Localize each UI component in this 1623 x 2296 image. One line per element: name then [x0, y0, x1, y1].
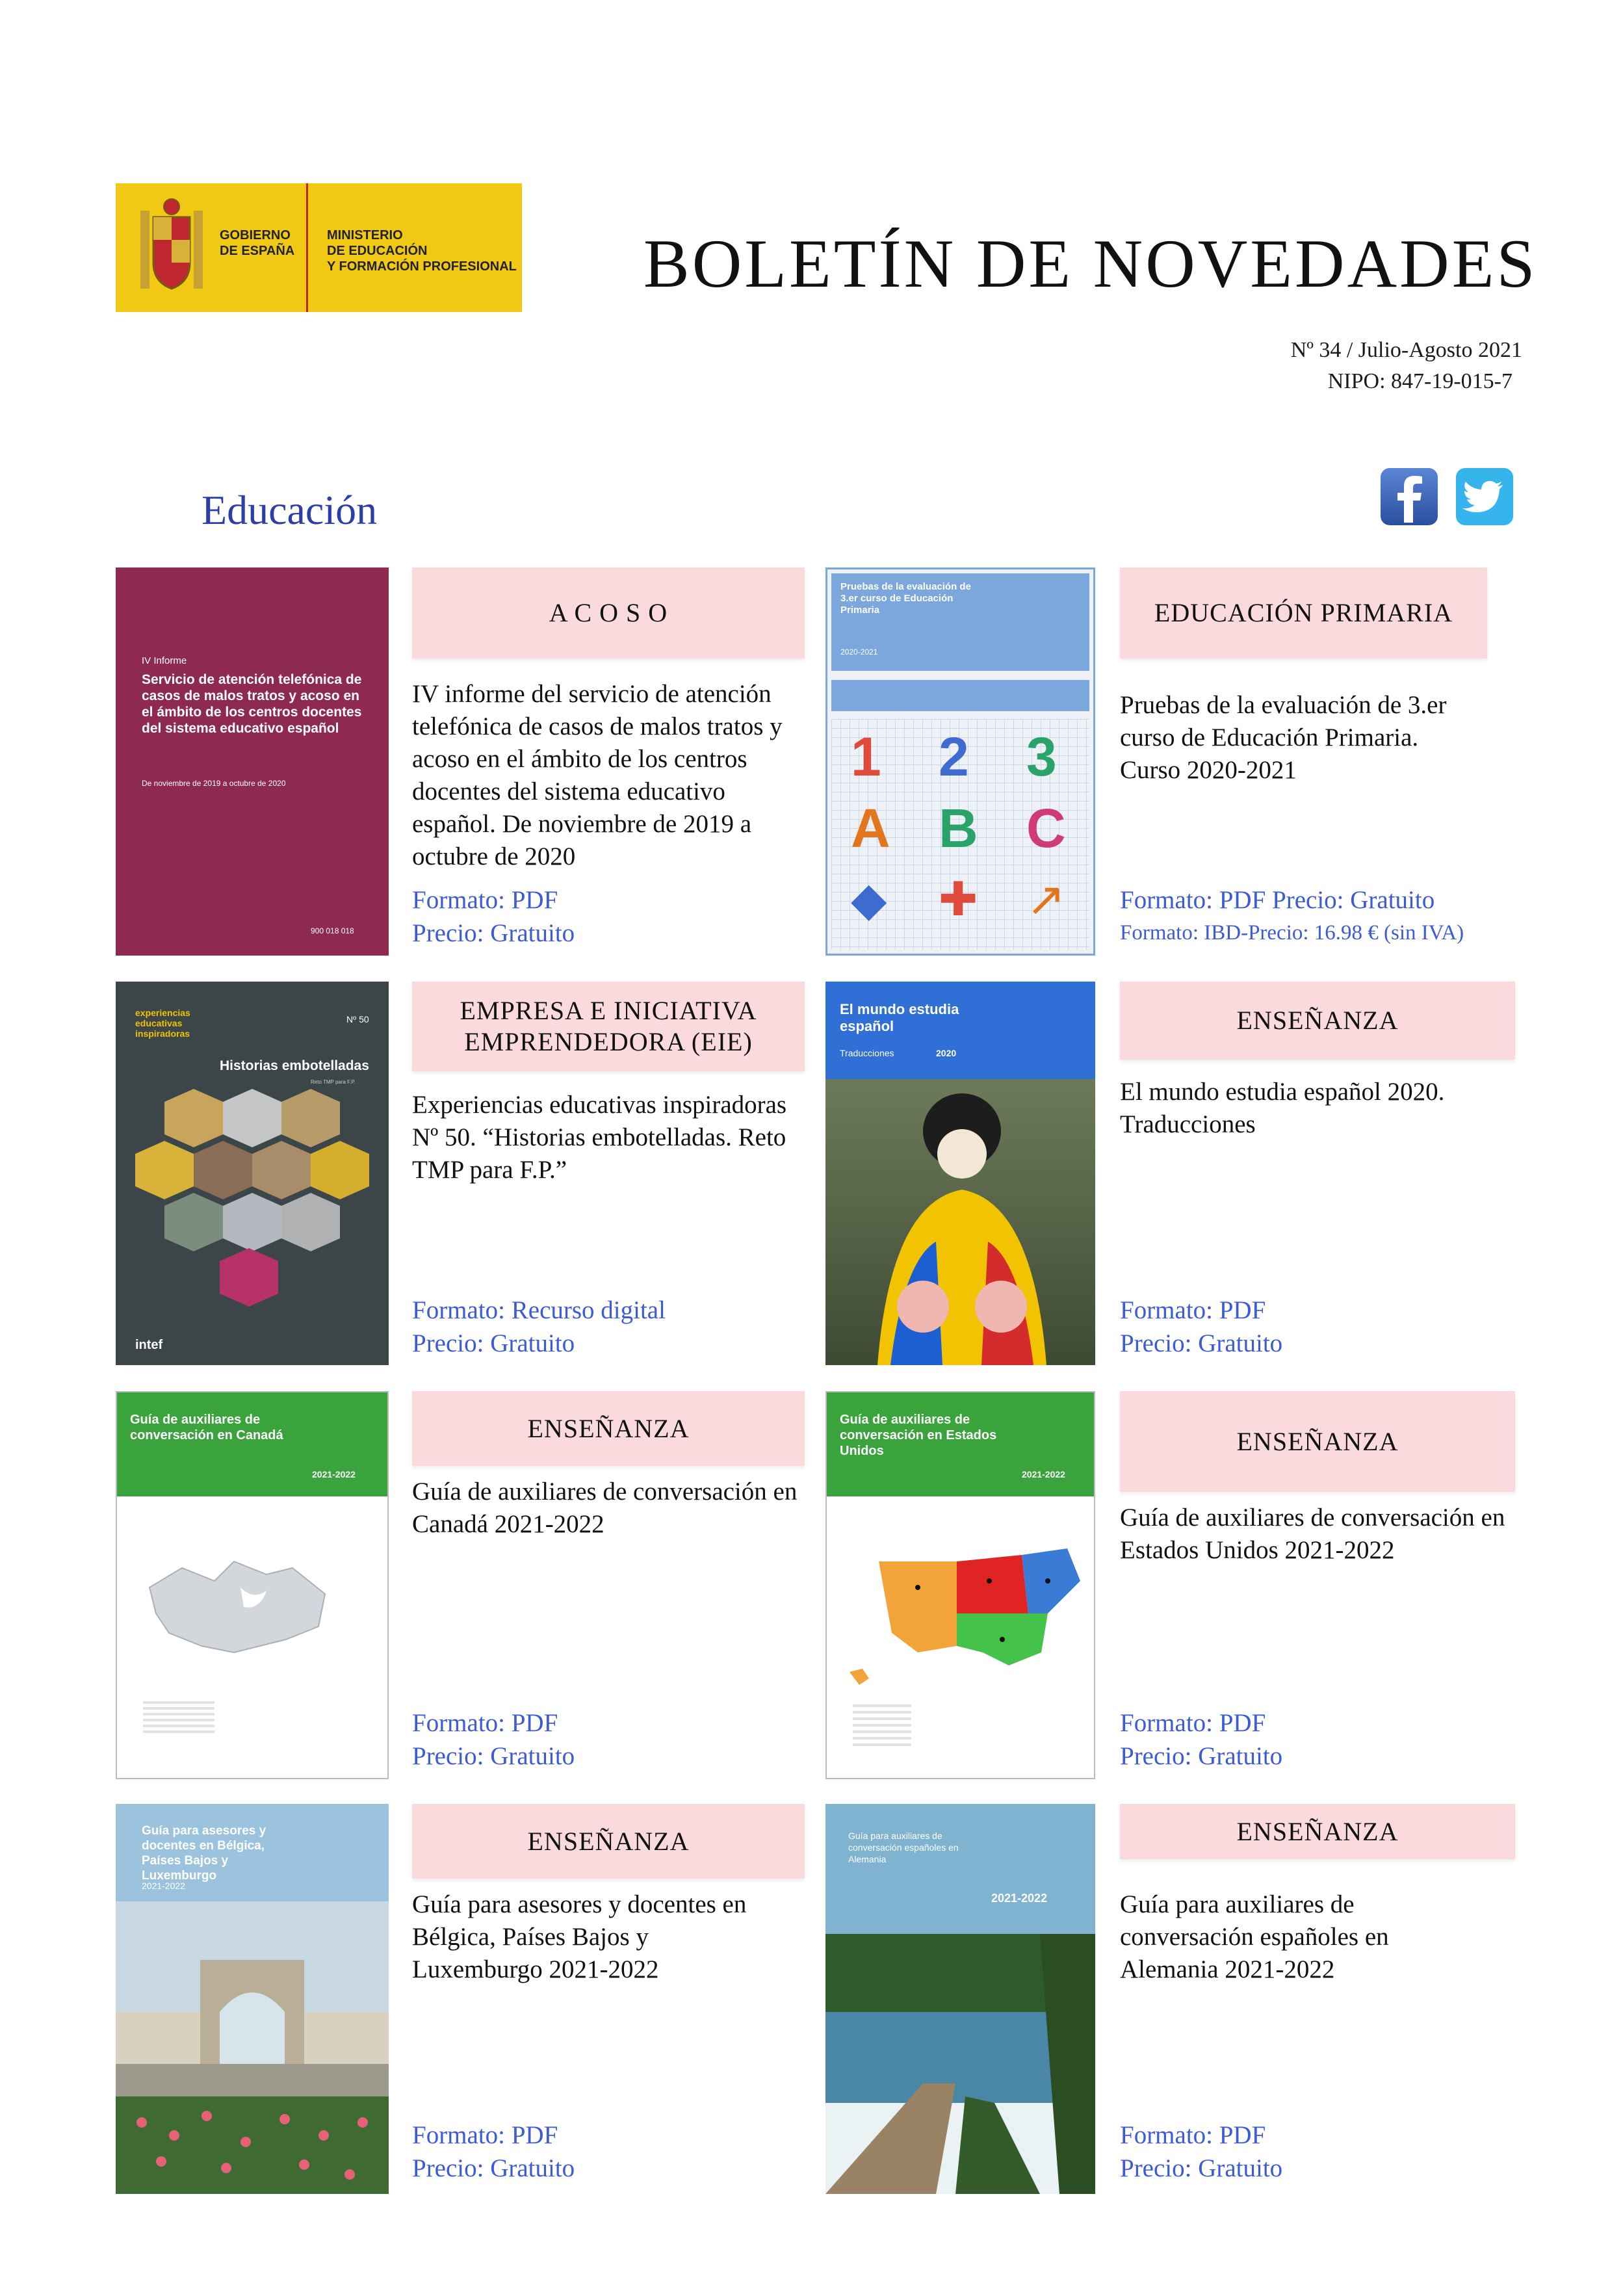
- cover-belgica[interactable]: [116, 1804, 389, 2194]
- category-label: ENSEÑANZA: [412, 1391, 805, 1466]
- category-label: ENSEÑANZA: [1120, 1391, 1515, 1492]
- canada-map-icon: [143, 1548, 338, 1678]
- map-legend: [853, 1704, 911, 1750]
- item-format[interactable]: Formato: PDF: [1120, 1296, 1266, 1324]
- section-title: Educación: [201, 487, 378, 533]
- cover-mundo[interactable]: [825, 982, 1095, 1365]
- cover-title: Guía para auxiliares de conversación españoles en Alemania: [848, 1831, 959, 1864]
- glyph: B: [939, 798, 978, 859]
- item-price[interactable]: Precio: Gratuito: [412, 2154, 575, 2182]
- cover-title: Guía de auxiliares de conversación en Estados Unidos: [840, 1413, 997, 1458]
- item-description: Guía para auxiliares de conversación españoles en Alemania 2021-2022: [1120, 1890, 1389, 1983]
- facebook-icon[interactable]: [1379, 467, 1439, 527]
- cover-year: 2020: [936, 1048, 957, 1058]
- cover-kicker: IV Informe: [142, 655, 187, 666]
- item-format[interactable]: Formato: PDF: [412, 886, 558, 914]
- cover-brand: intef: [135, 1338, 163, 1352]
- cover-canada[interactable]: [116, 1391, 389, 1779]
- cover-year: 2021-2022: [991, 1892, 1048, 1905]
- logo-text-government: GOBIERNO DE ESPAÑA: [220, 228, 295, 258]
- cover-year: 2021-2022: [1022, 1469, 1065, 1480]
- item-description: Guía de auxiliares de conversación en Canadá 2021-2022: [412, 1478, 798, 1538]
- category-label: EMPRESA E INICIATIVA EMPRENDEDORA (EIE): [412, 982, 805, 1071]
- cover-phone: 900 018 018: [311, 926, 354, 935]
- item-price[interactable]: Precio: Gratuito: [412, 1742, 575, 1770]
- hawaii-map-icon: [846, 1665, 885, 1691]
- cover-statue: [851, 1092, 1072, 1365]
- item-format[interactable]: Formato: Recurso digital: [412, 1296, 666, 1324]
- glyph: A: [851, 798, 890, 859]
- issue-number: Nº 34 / Julio-Agosto 2021: [1290, 338, 1522, 362]
- cover-title: El mundo estudia español: [840, 1001, 959, 1034]
- item-description: El mundo estudia español 2020. Traducciones: [1120, 1078, 1445, 1138]
- cover-title: Guía para asesores y docentes en Bélgica, Países Bajos y Luxemburgo: [142, 1824, 266, 1883]
- glyph: 2: [939, 726, 969, 787]
- government-logo: [116, 183, 522, 312]
- item-format[interactable]: Formato: PDF: [1120, 2121, 1266, 2149]
- cover-eie[interactable]: [116, 982, 389, 1365]
- category-label: ENSEÑANZA: [1120, 982, 1515, 1060]
- glyph: 1: [851, 726, 881, 787]
- item-price[interactable]: Precio: Gratuito: [1120, 1329, 1283, 1357]
- cover-dates: De noviembre de 2019 a octubre de 2020: [142, 779, 286, 788]
- glyph: ✚: [939, 874, 978, 926]
- glyph: ◆: [851, 874, 887, 926]
- glyph: ↗: [1026, 874, 1066, 926]
- cover-subtitle: Reto TMP para F.P.: [311, 1079, 356, 1085]
- category-label: A C O S O: [412, 567, 805, 659]
- item-price[interactable]: Formato: IBD-Precio: 16.98 € (sin IVA): [1120, 921, 1464, 945]
- cover-title: Guía de auxiliares de conversación en Canadá: [130, 1413, 283, 1442]
- item-description: Experiencias educativas inspiradoras Nº 50. “Historias embotelladas. Reto TMP para F.P.”: [412, 1091, 787, 1184]
- item-price[interactable]: Precio: Gratuito: [1120, 2154, 1283, 2182]
- cover-subtitle: Traducciones: [840, 1048, 894, 1058]
- item-price[interactable]: Precio: Gratuito: [412, 1329, 575, 1357]
- glyph: C: [1026, 798, 1066, 859]
- cover-header: [117, 1392, 387, 1496]
- page-title: BOLETÍN DE NOVEDADES: [643, 226, 1538, 302]
- item-description: Guía de auxiliares de conversación en Estados Unidos 2021-2022: [1120, 1504, 1505, 1564]
- cover-grid: [831, 719, 1089, 950]
- map-legend: [143, 1701, 214, 1734]
- item-format[interactable]: Formato: PDF Precio: Gratuito: [1120, 886, 1435, 914]
- item-description: IV informe del servicio de atención telefónica de casos de malos tratos y acoso en el ámbito de los centros docentes del sistema educativo español. De noviembre de 2019 a octubre de 2020: [412, 680, 783, 870]
- glyph: 3: [1026, 726, 1057, 787]
- item-format[interactable]: Formato: PDF: [1120, 1709, 1266, 1737]
- cover-primaria[interactable]: [825, 567, 1095, 956]
- cover-title: Historias embotelladas: [220, 1058, 369, 1073]
- logo-text-ministry: MINISTERIO DE EDUCACIÓN Y FORMACIÓN PROFESIONAL: [327, 228, 517, 274]
- cover-acoso[interactable]: [116, 567, 389, 956]
- cover-photo-arch: [116, 1901, 389, 2194]
- nipo-code: NIPO: 847-19-015-7: [1327, 369, 1513, 393]
- item-format[interactable]: Formato: PDF: [412, 1709, 558, 1737]
- cover-series: experiencias educativas inspiradoras: [135, 1008, 190, 1039]
- cover-hexagons: [135, 1089, 369, 1336]
- cover-title: Servicio de atención telefónica de casos de malos tratos y acoso en el ámbito de los centros docentes del sistema educativo español: [142, 672, 362, 736]
- cover-usa[interactable]: [825, 1391, 1095, 1779]
- cover-number: Nº 50: [346, 1014, 369, 1024]
- cover-year: 2021-2022: [312, 1469, 356, 1480]
- cover-year: 2021-2022: [142, 1881, 185, 1891]
- category-label: ENSEÑANZA: [412, 1804, 805, 1879]
- twitter-icon[interactable]: [1455, 467, 1514, 527]
- item-description: Guía para asesores y docentes en Bélgica, Países Bajos y Luxemburgo 2021-2022: [412, 1890, 747, 1983]
- cover-band: [831, 680, 1089, 711]
- cover-photo-lake: [825, 1934, 1095, 2194]
- category-label: ENSEÑANZA: [1120, 1804, 1515, 1859]
- category-label: EDUCACIÓN PRIMARIA: [1120, 567, 1487, 659]
- cover-alemania[interactable]: [825, 1804, 1095, 2194]
- usa-map-icon: [879, 1542, 1087, 1685]
- cover-title: Pruebas de la evaluación de 3.er curso de Educación Primaria: [840, 581, 971, 616]
- coat-of-arms-icon: [134, 198, 209, 299]
- logo-divider: [306, 183, 308, 312]
- cover-year: 2020-2021: [840, 647, 878, 657]
- item-price[interactable]: Precio: Gratuito: [412, 919, 575, 947]
- item-description: Pruebas de la evaluación de 3.er curso de Educación Primaria. Curso 2020-2021: [1120, 691, 1447, 784]
- item-format[interactable]: Formato: PDF: [412, 2121, 558, 2149]
- item-price[interactable]: Precio: Gratuito: [1120, 1742, 1283, 1770]
